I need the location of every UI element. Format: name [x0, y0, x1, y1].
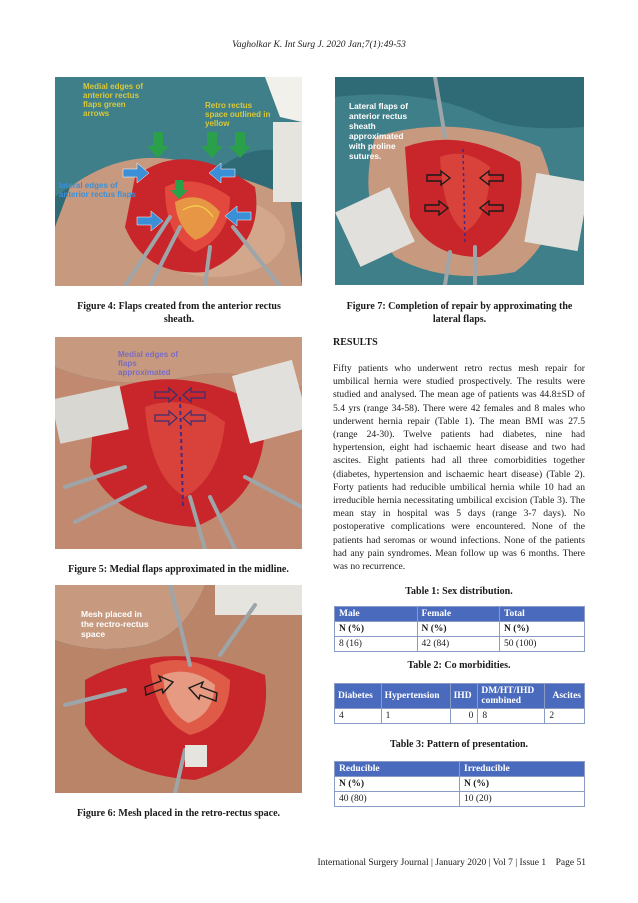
table-2-header: Ascites: [545, 684, 585, 709]
table-1-subheader: N (%): [335, 622, 418, 637]
table-cell: 4: [335, 709, 382, 724]
table-3-title: Table 3: Pattern of presentation.: [389, 739, 529, 750]
results-heading: RESULTS: [333, 337, 378, 348]
fig4-label-medial-1: Medial edges of: [83, 82, 144, 91]
table-1-subheader: N (%): [500, 622, 585, 637]
table-1-subheader: N (%): [417, 622, 500, 637]
fig7-label-1: Lateral flaps of: [349, 101, 409, 111]
fig7-label-6: sutures.: [349, 151, 382, 161]
figure-7-photo: [335, 77, 584, 285]
table-3-header: Irreducible: [460, 762, 585, 777]
fig7-label-3: sheath: [349, 121, 376, 131]
figure-7-caption: Figure 7: Completion of repair by approximating the lateral flaps.: [346, 301, 573, 325]
table-2-header: Hypertension: [381, 684, 450, 709]
fig7-label-2: anterior rectus: [349, 111, 408, 121]
fig4-label-retro-1: Retro rectus: [205, 101, 253, 110]
table-3-subheader: N (%): [335, 777, 460, 792]
table-2: [334, 683, 585, 724]
table-cell: 10 (20): [460, 792, 585, 807]
table-cell: 8 (16): [335, 637, 418, 652]
table-cell: 50 (100): [500, 637, 585, 652]
table-cell: 2: [545, 709, 585, 724]
table-1-header: Total: [500, 607, 585, 622]
table-2-header: DM/HT/IHD combined: [478, 684, 545, 709]
fig4-label-retro-2: space outlined in: [205, 110, 271, 119]
figure-4-photo: [55, 77, 302, 286]
fig6-label-1: Mesh placed in: [81, 609, 142, 619]
table-2-title: Table 2: Co morbidities.: [407, 660, 511, 671]
table-3-subheader: N (%): [460, 777, 585, 792]
figure-6-caption: Figure 6: Mesh placed in the retro-rectus space.: [76, 808, 281, 819]
table-row: [335, 792, 585, 807]
results-paragraph: Fifty patients who underwent retro rectus mesh repair for umbilical hernia were studied prospectively. The results were studied and analysed. The mean age of patients was 44.8±SD of 5.4 yrs (range 34-58). There were 42 females and 8 males who underwent hernia repair (Table 1). The mean BMI was 27.5 (range 24-30). Twelve patients had diabetes, nine had hypertension, eight had ischaemic heart disease and two had ascites. Eight patients had all three comorbidities together (diabetes, hypertension and ischaemic heart disease) (Table 2). Forty patients had reducible umbilical hernia while 10 had an irreducible hernia necessitating umbilical excision (Table 3). The mean stay in hospital was 5 days (range 3-7 days). No postoperative complications were encountered. None of the patients had seromas or wound infections. None of the patients had any pain syndromes. Mean follow up was 6 months. There was no recurrence.: [333, 363, 585, 573]
table-1-title: Table 1: Sex distribution.: [405, 586, 513, 597]
fig4-label-retro-3: yellow: [205, 119, 230, 128]
table-1-header: Female: [417, 607, 500, 622]
table-cell: 40 (80): [335, 792, 460, 807]
page-footer: International Surgery Journal | January 2020 | Vol 7 | Issue 1 Page 51: [317, 858, 586, 868]
table-1: [334, 606, 585, 652]
fig4-label-medial-2: anterior rectus: [83, 91, 140, 100]
table-cell: 42 (84): [417, 637, 500, 652]
fig7-label-5: with proline: [349, 141, 396, 151]
figure-5-caption: Figure 5: Medial flaps approximated in the midline.: [68, 564, 289, 575]
table-3: [334, 761, 585, 807]
fig7-label-4: approximated: [349, 131, 404, 141]
fig4-label-lateral-2: anterior rectus flaps: [59, 190, 136, 199]
fig4-label-medial-4: arrows: [83, 109, 110, 118]
figure-6-photo: [55, 585, 302, 793]
fig4-label-medial-3: flaps green: [83, 100, 126, 109]
fig4-label-lateral-1: lateral edges of: [59, 181, 118, 190]
table-1-header: Male: [335, 607, 418, 622]
table-row: [335, 637, 585, 652]
table-cell: 8: [478, 709, 545, 724]
table-cell: 0: [450, 709, 478, 724]
fig6-label-2: the rectro-rectus: [81, 619, 149, 629]
table-3-header: Reducible: [335, 762, 460, 777]
fig6-label-3: space: [81, 629, 106, 639]
fig5-label-2: flaps: [118, 359, 137, 368]
figure-4-caption: Figure 4: Flaps created from the anterior rectus sheath.: [77, 301, 281, 325]
table-2-header: Diabetes: [335, 684, 382, 709]
running-header: Vagholkar K. Int Surg J. 2020 Jan;7(1):49-53: [232, 40, 406, 50]
table-cell: 1: [381, 709, 450, 724]
fig5-label-1: Medial edges of: [118, 350, 179, 359]
figure-5-photo: [55, 337, 302, 549]
fig5-label-3: approximated: [118, 368, 171, 377]
table-2-header: IHD: [450, 684, 478, 709]
table-row: [335, 709, 585, 724]
